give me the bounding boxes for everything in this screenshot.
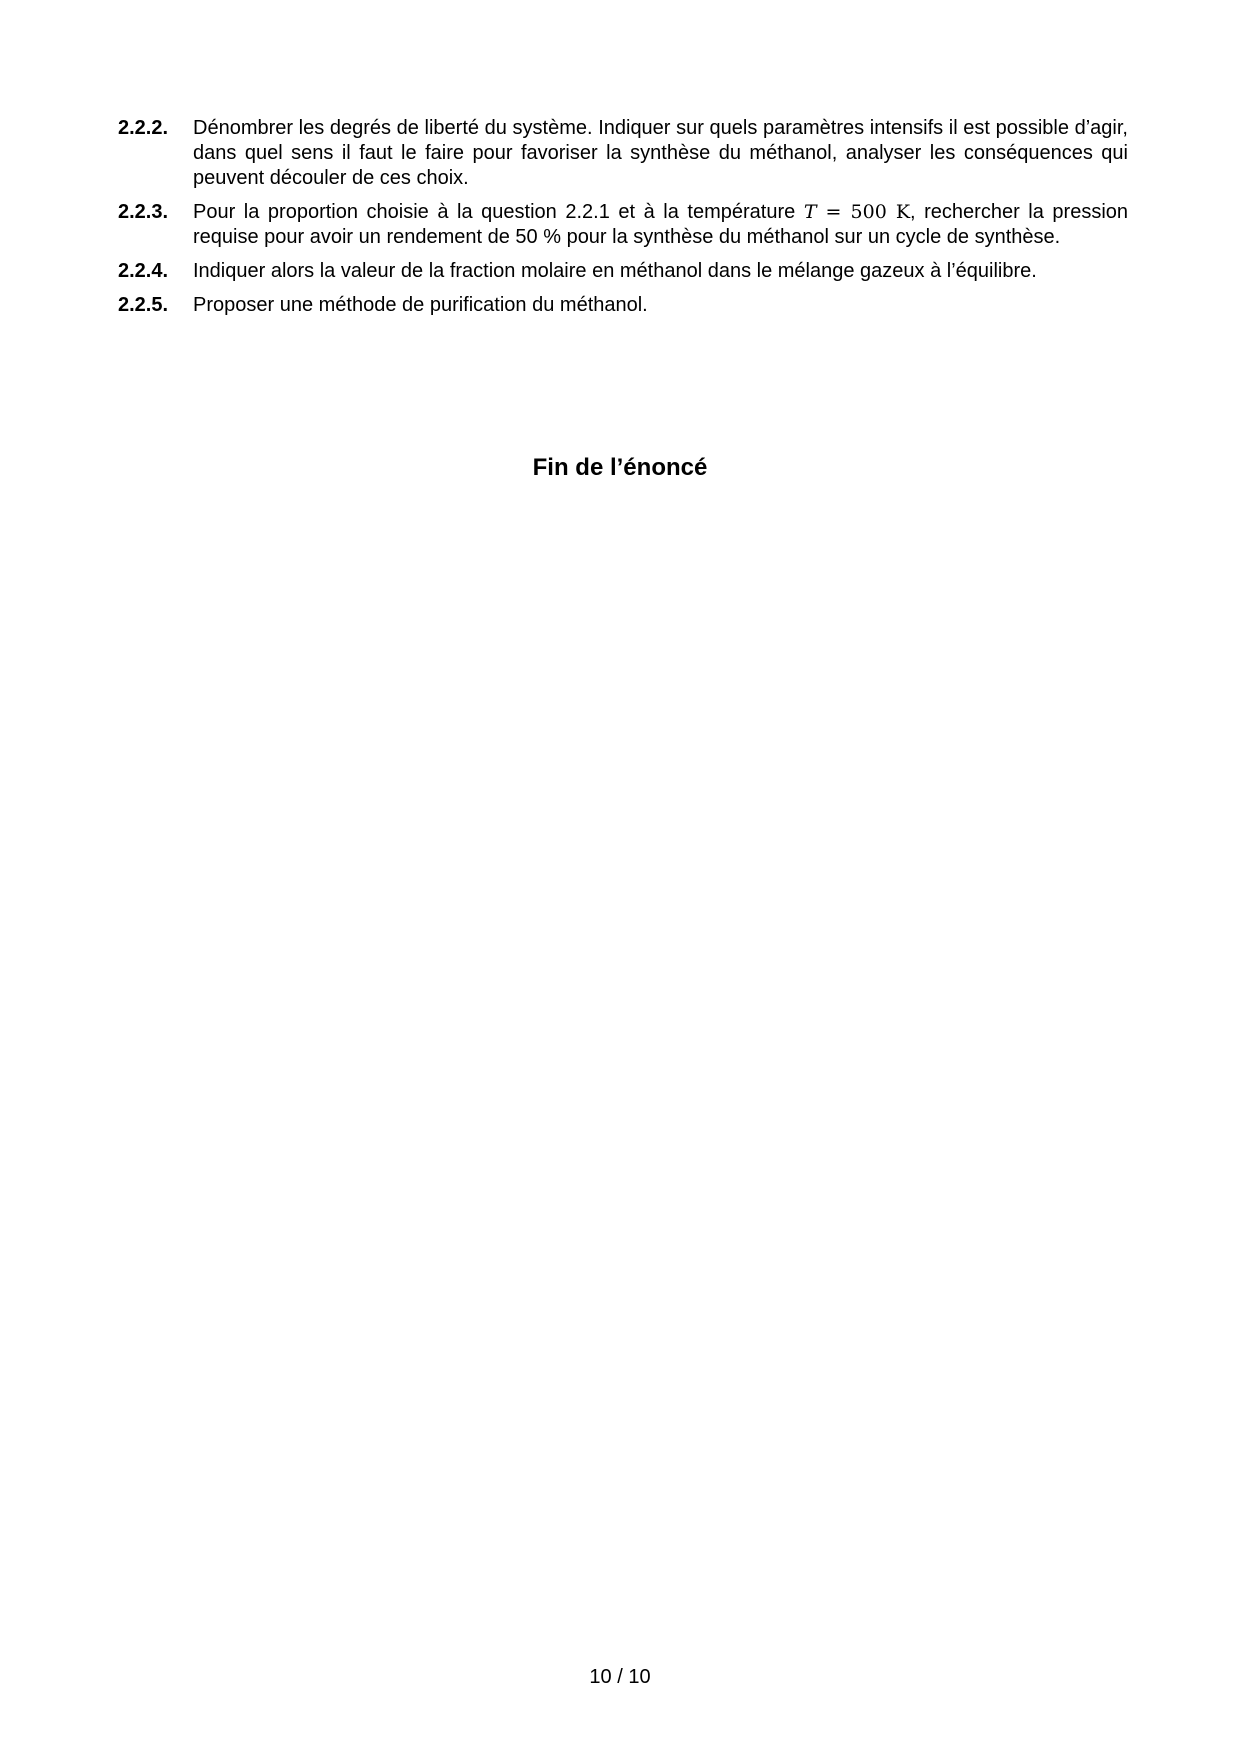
question-item bbox=[118, 116, 1128, 191]
question-text: Indiquer alors la valeur de la fraction molaire en méthanol dans le mélange gazeux à l’équilibre. bbox=[193, 260, 1037, 282]
question-text: Dénombrer les degrés de liberté du système. Indiquer sur quels paramètres intensifs il est possible d’agir, dans quel sens il faut le faire pour favoriser la synthèse du méthanol, analyser les conséquences qui peuvent découler de ces choix. bbox=[193, 117, 1128, 189]
end-title: Fin de l’énoncé bbox=[532, 454, 708, 481]
page-number: 10 / 10 bbox=[589, 1666, 651, 1688]
question-list bbox=[118, 116, 1128, 327]
question-item bbox=[118, 200, 1128, 250]
math-variable: T bbox=[803, 201, 817, 223]
question-item bbox=[118, 259, 1128, 284]
question-item bbox=[118, 293, 1128, 318]
question-text bbox=[193, 200, 1128, 250]
question-number: 2.2.5. bbox=[118, 294, 169, 316]
question-text-after: , rechercher la pression requise pour avoir un rendement de 50 % pour la synthèse du méthanol sur un cycle de synthèse. bbox=[193, 201, 1129, 248]
question-number: 2.2.2. bbox=[118, 117, 169, 139]
question-text: Proposer une méthode de purification du méthanol. bbox=[193, 294, 648, 316]
question-number: 2.2.3. bbox=[118, 201, 169, 223]
question-number: 2.2.4. bbox=[118, 260, 169, 282]
question-text-before: Pour la proportion choisie à la question 2.2.1 et à la température bbox=[193, 201, 804, 223]
math-expression: = 500 K bbox=[816, 201, 911, 223]
